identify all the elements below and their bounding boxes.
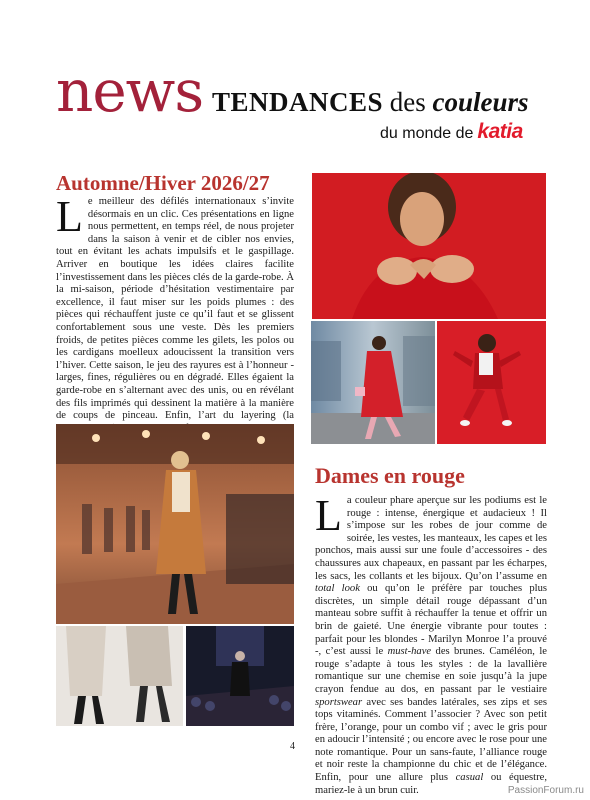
dropcap: L bbox=[56, 192, 83, 241]
photo-red-coat-street bbox=[311, 321, 435, 444]
dropcap: L bbox=[315, 491, 342, 540]
section-title-automne-hiver: Automne/Hiver 2026/27 bbox=[56, 171, 270, 195]
headline-des: des bbox=[389, 87, 426, 117]
headline-couleurs: couleurs bbox=[432, 87, 529, 117]
watermark: PassionForum.ru bbox=[507, 785, 584, 796]
news-wordmark: news bbox=[56, 57, 204, 125]
photo-woman-jumping-red bbox=[437, 321, 546, 444]
paragraph-text: ou qu’on le préfère par touches plus discrètes, un simple détail rouge dépassant d’un manteau sobre suffit à réchauffer la tenue et offrir un brin de gaieté. Une énergie vibrante pour toutes : parfait pour les blondes - Marilyn Monroe l’a prouvé -, c’est aussi le bbox=[315, 583, 548, 658]
photo-runway-coats bbox=[56, 626, 183, 726]
subheadline bbox=[380, 120, 523, 144]
section-title-dames-en-rouge: Dames en rouge bbox=[315, 463, 465, 488]
paragraph-text: avec ses bandes latérales, ses zips et ses tops vitaminés. Comment l’associer ? Avec son petit frère, l’orange, pour un combo vif ; avec le gris pour en adoucir l’intensité ; ou encore avec le rose pour une note romantique. Pour un sans-faute, l’alliance rouge et noir reste la championne du chic et de l’élégance. Enfin, pour une allure plus bbox=[315, 696, 547, 784]
emphasis-must-have: must-have bbox=[387, 646, 432, 658]
photo-woman-heart-hands bbox=[312, 173, 546, 319]
paragraph-text: ou équestre, mariez-le à un brun cuir. bbox=[315, 772, 547, 796]
paragraph-text: a couleur phare aperçue sur les podiums est le rouge : intense, énergique et audacieux ! Il s’impose sur les robes de jour comme de soirée, les vestes, les manteaux, les capes et les ponchos, mais aussi sur une foule d’accessoires - des chaussures aux chapeaux, en passant par les écharpes, les sacs, les collants et les bijoux. Qu’on l’assume en bbox=[315, 495, 547, 582]
article-body-automne-hiver bbox=[56, 192, 294, 460]
emphasis-sportswear: sportswear bbox=[315, 696, 363, 708]
subheadline-text: du monde de bbox=[380, 125, 474, 142]
emphasis-casual: casual bbox=[455, 772, 484, 784]
article-body-dames-en-rouge bbox=[315, 491, 548, 797]
page-headline bbox=[212, 88, 529, 116]
emphasis-total-look: total look bbox=[315, 583, 360, 595]
headline-tendances: TENDANCES bbox=[212, 87, 384, 117]
photo-dark-runway bbox=[186, 626, 294, 726]
paragraph-text: e meilleur des défilés internationaux s’invite désormais en un clic. Ces présentations en ligne nous permettent, en temps réel, de nous projeter dans la saison à venir et de cibler nos envies, tout en évitant les achats impulsifs et le gaspillage. Arriver en boutique les idées claires facilite l’investissement dans les pièces clés de la garde-robe. À la mi-saison, période d’hésitation vestimentaire par excellence, il faut miser sur les poids plumes : des pièces qui réchauffent juste ce qu’il faut et se glissent confortablement sous une veste. Dès les premiers froids, de petites pièces comme les gilets, les polos ou les cardigans moelleux adoucissent la transition vers l’hiver. Cette saison, le jeu des rayures est à l’honneur - larges, fines, régulières ou en dégradé. Elles égaient la garde-robe en s’alternant avec des unis, ou en révélant des fils imprimés qui dessinent la matière à la manière de coups de pinceau. Enfin, l’art du layering (la bbox=[56, 196, 294, 422]
page-number: 4 bbox=[290, 741, 295, 752]
paragraph-text: des brunes. Caméléon, le rouge s’adapte à tous les styles : de la lavallière romantique sur une chemise en soie jusqu’à la jupe crayon fendue au dos, en passant par le vestiaire bbox=[315, 646, 547, 695]
katia-logo: katia bbox=[477, 120, 523, 143]
photo-runway-show bbox=[56, 424, 294, 624]
